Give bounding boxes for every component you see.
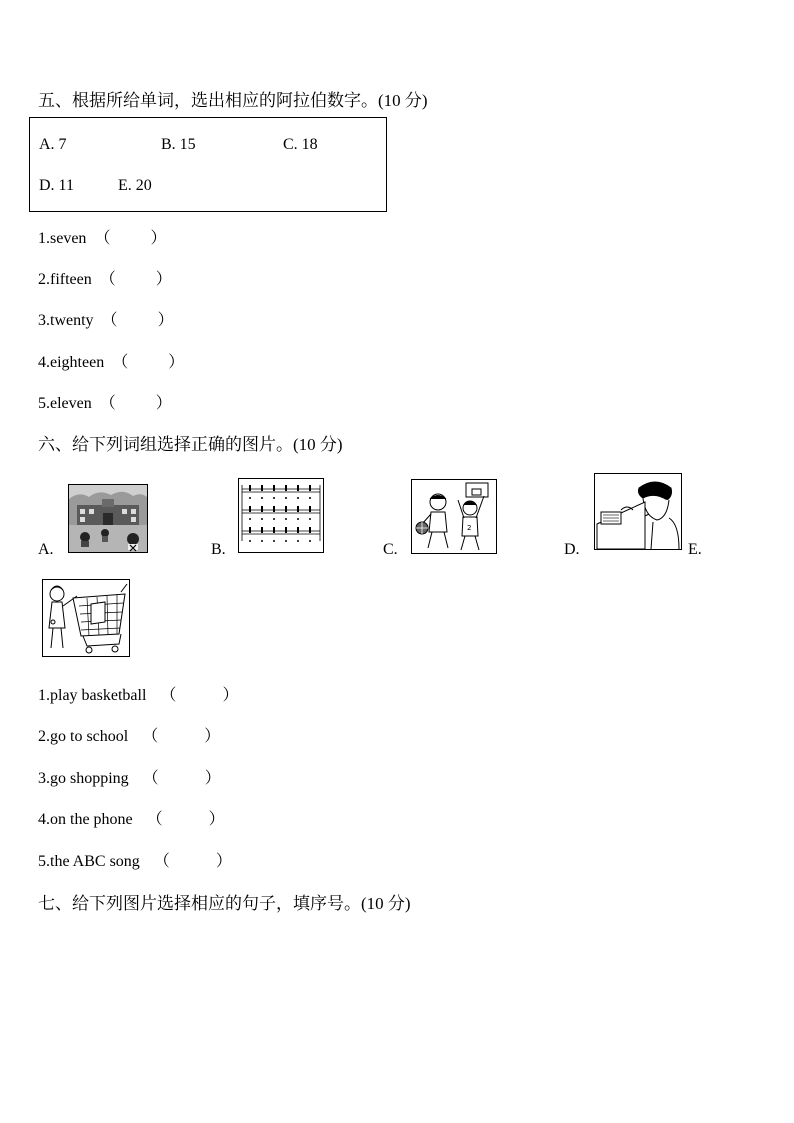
option-d: D. 11: [39, 177, 74, 194]
paren-close: ）: [215, 853, 232, 870]
paren-close: ）: [157, 312, 174, 329]
question-row: [38, 390, 172, 413]
paren-close: ）: [155, 271, 172, 288]
question-text: 2.go to school: [38, 728, 129, 745]
picture-label-c: C.: [383, 541, 398, 558]
paren-close: ）: [155, 395, 172, 412]
question-text: 5.eleven: [38, 395, 92, 412]
svg-text:2: 2: [467, 524, 472, 532]
question-text: 3.go shopping: [38, 770, 129, 787]
paren-open: （: [99, 395, 116, 412]
option-c: C. 18: [283, 136, 318, 153]
question-text: 4.on the phone: [38, 811, 133, 828]
basketball-picture-icon: [411, 479, 497, 554]
question-text: 1.seven: [38, 230, 87, 247]
paren-open: （: [99, 271, 116, 288]
paren-open: （: [160, 687, 177, 704]
question-row: [38, 349, 184, 372]
phone-call-icon: [594, 473, 682, 550]
paren-close: ）: [204, 728, 221, 745]
school-picture-icon: [68, 484, 148, 553]
question-row: [38, 806, 225, 829]
paren-open: （: [142, 770, 159, 787]
question-row: [38, 307, 174, 330]
question-row: [38, 765, 221, 788]
question-row: [38, 266, 172, 289]
option-e: E. 20: [118, 177, 152, 194]
question-text: 2.fifteen: [38, 271, 92, 288]
paren-close: ）: [222, 687, 239, 704]
paren-open: （: [112, 354, 129, 371]
paren-close: ）: [150, 230, 167, 247]
picture-label-e: E.: [688, 541, 702, 558]
paren-open: （: [153, 853, 170, 870]
question-row: [38, 682, 238, 705]
picture-label-d: D.: [564, 541, 580, 558]
picture-label-b: B.: [211, 541, 226, 558]
option-a: A. 7: [39, 136, 67, 153]
section6-heading: 六、给下列词组选择正确的图片。(10 分): [38, 435, 343, 454]
picture-label-a: A.: [38, 541, 54, 558]
paren-close: ）: [208, 811, 225, 828]
section7-heading: 七、给下列图片选择相应的句子，填序号。(10 分): [38, 894, 411, 913]
question-text: 4.eighteen: [38, 354, 105, 371]
question-row: [38, 225, 166, 248]
music-score-icon: [238, 478, 324, 553]
option-b: B. 15: [161, 136, 196, 153]
paren-close: ）: [204, 770, 221, 787]
question-row: [38, 723, 220, 746]
paren-open: （: [142, 728, 159, 745]
question-row: [38, 848, 232, 871]
question-text: 1.play basketball: [38, 687, 147, 704]
shopping-cart-icon: [42, 579, 130, 657]
paren-open: （: [146, 811, 163, 828]
paren-open: （: [101, 312, 118, 329]
question-text: 3.twenty: [38, 312, 94, 329]
options-box: [29, 117, 387, 212]
paren-close: ）: [168, 354, 185, 371]
question-text: 5.the ABC song: [38, 853, 140, 870]
paren-open: （: [94, 230, 111, 247]
section5-heading: 五、根据所给单词，选出相应的阿拉伯数字。(10 分): [38, 91, 428, 110]
